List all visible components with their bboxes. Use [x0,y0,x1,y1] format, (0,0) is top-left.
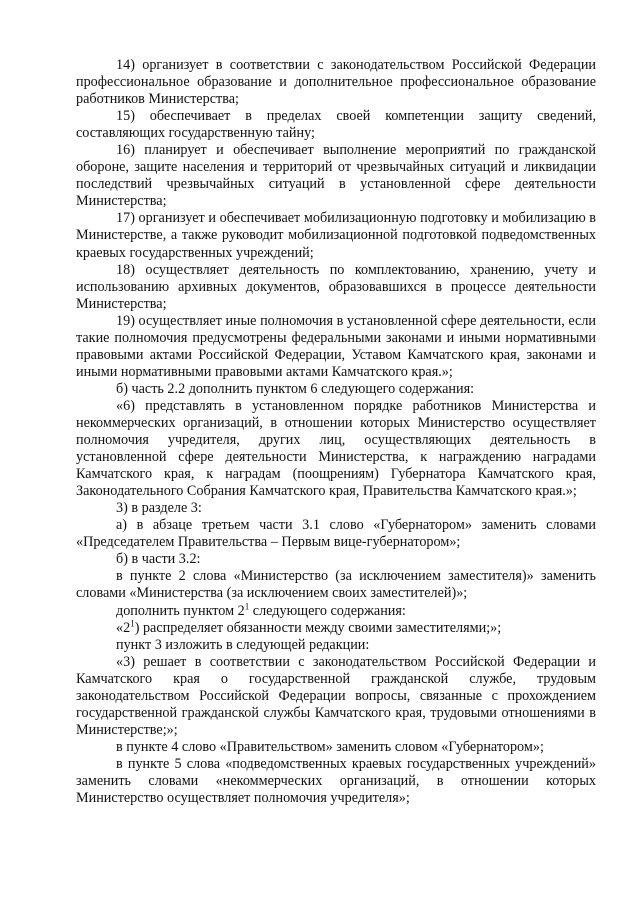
paragraph-item-14: 14) организует в соответствии с законодательством Российской Федерации профессиональное образование и дополнительное профессиональное образование работников Министерства; [76,57,596,108]
paragraph-point-5: в пункте 5 слова «подведомственных краевых государственных учреждений» заменить словами «некоммерческих организаций, в отношении которых Министерство осуществляет полномочия учредителя»; [76,755,596,807]
document-body [76,57,596,807]
paragraph-item-16: 16) планирует и обеспечивает выполнение мероприятий по гражданской обороне, защите населения и территорий от чрезвычайных ситуаций и ликвидации последствий чрезвычайных ситуаций в установленной сфере деятельности Министерства; [76,142,596,210]
text-span: ) распределяет обязанности между своими заместителями;»; [134,619,502,636]
paragraph-item-6-quote: «6) представлять в установленном порядке работников Министерства и некоммерческих организаций, в отношении которых Министерство осуществляет полномочия учредителя, других лиц, осуществляющих деятельность в установленной сфере деятельности Министерства, к награждению наградами Камчатского края, к наградам (поощрениям) Губернатора Камчатского края, Законодательного Собрания Камчатского края, Правительства Камчатского края.»; [76,397,596,500]
paragraph-point-2: в пункте 2 слова «Министерство (за исключением заместителя)» заменить словами «Министерства (за исключением своих заместителей)»; [76,568,596,602]
paragraph-item-17: 17) организует и обеспечивает мобилизационную подготовку и мобилизацию в Министерстве, а также руководит мобилизационной подготовкой подведомственных краевых государственных учреждений; [76,210,596,261]
text-span: «2 [116,619,131,636]
paragraph-point-3-quote: «3) решает в соответствии с законодательством Российской Федерации и Камчатского края о государственной гражданской службе, трудовым законодательством Российской Федерации вопросы, связанные с прохождением государственной гражданской службы Камчатского края, трудовыми отношениями в Министерстве;»; [76,653,596,738]
paragraph-point-3: пункт 3 изложить в следующей редакции: [116,636,370,653]
superscript: 1 [244,600,250,611]
superscript: 1 [130,617,135,628]
paragraph-part-2-2: б) часть 2.2 дополнить пунктом 6 следующего содержания: [116,380,475,397]
paragraph-item-15: 15) обеспечивает в пределах своей компетенции защиту сведений, составляющих государственную тайну; [76,108,596,142]
text-span: следующего содержания: [249,602,406,619]
text-span: дополнить пунктом 2 [116,602,245,619]
paragraph-item-18: 18) осуществляет деятельность по комплектованию, хранению, учету и использованию архивных документов, образовавшихся в процессе деятельности Министерства; [76,261,596,312]
paragraph-part-3-2: б) в части 3.2: [116,551,201,568]
paragraph-section-3: 3) в разделе 3: [116,500,202,517]
paragraph-add-point-2-1 [76,600,596,620]
paragraph-point-4: в пункте 4 слово «Правительством» заменить словом «Губернатором»; [116,738,544,755]
paragraph-item-19: 19) осуществляет иные полномочия в установленной сфере деятельности, если такие полномочия предусмотрены федеральными законами и иными нормативными правовыми актами Российской Федерации, Уставом Камчатского края, законами и иными нормативными правовыми актами Камчатского края.»; [76,312,596,380]
paragraph-point-2-1-quote [76,617,596,637]
paragraph-part-3-1: а) в абзаце третьем части 3.1 слово «Губернатором» заменить словами «Председателем Правительства – Первым вице-губернатором»; [76,517,596,551]
